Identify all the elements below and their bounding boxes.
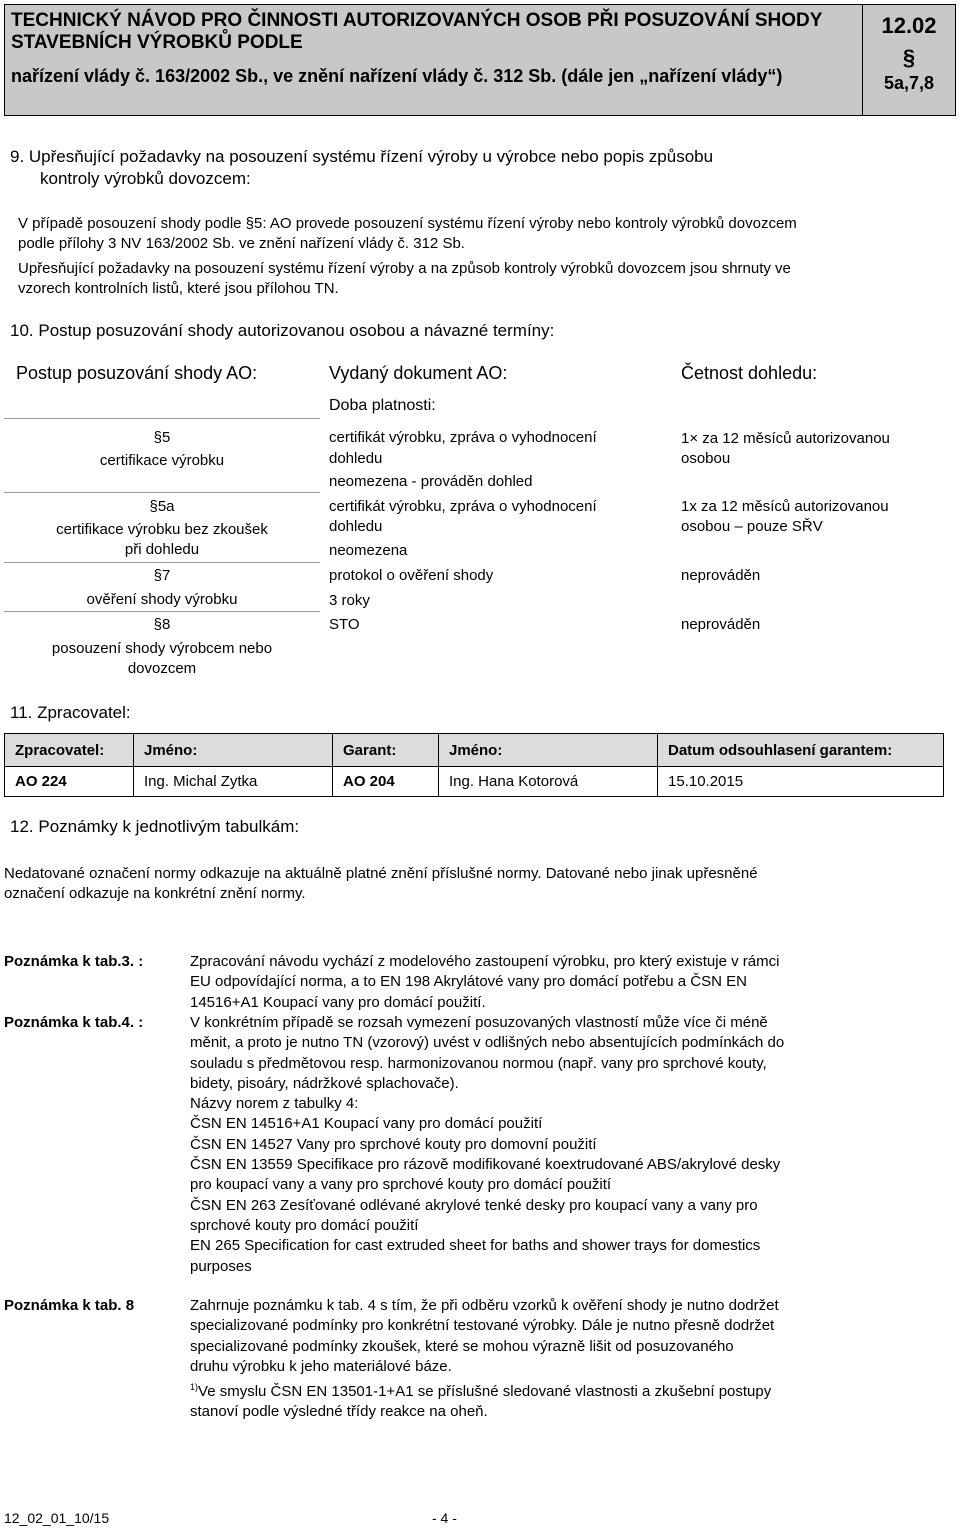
col-subheader-validity: Doba platnosti:: [329, 397, 436, 414]
header-title-line1: TECHNICKÝ NÁVOD PRO ČINNOSTI AUTORIZOVANÝCH OSOB PŘI POSUZOVÁNÍ SHODY: [11, 10, 823, 31]
td-guarantor: AO 204: [333, 767, 439, 797]
header-title-block: [5, 5, 863, 115]
row1-freq-line1: 1× za 12 měsíců autorizovanou: [681, 430, 890, 447]
row1-doc-line1: certifikát výrobku, zpráva o vyhodnocení: [329, 429, 597, 446]
header-sections: 5a,7,8: [883, 73, 935, 93]
section9-para2-line2: vzorech kontrolních listů, které jsou přílohou TN.: [18, 280, 339, 297]
header-title-line3: nařízení vlády č. 163/2002 Sb., ve znění nařízení vlády č. 312 Sb. (dále jen „nařízení vlády“): [11, 66, 783, 86]
row2-validity: neomezena: [329, 542, 408, 559]
header-title-line2: STAVEBNÍCH VÝROBKŮ PODLE: [11, 32, 303, 53]
row4-section: §8: [153, 616, 171, 633]
row-separator: [4, 562, 320, 563]
note-tab8-body: [190, 1296, 886, 1423]
row3-doc-line1: protokol o ověření shody: [329, 567, 494, 584]
row4-label-line1: posouzení shody výrobcem nebo: [51, 640, 273, 657]
note-tab3-label: Poznámka k tab.3. :: [4, 953, 144, 970]
note-tab8-label: Poznámka k tab. 8: [4, 1297, 135, 1314]
note-line: specializované podmínky zkoušek, které se mohou výrazně lišit od posuzovaného: [190, 1337, 734, 1355]
row2-doc-line1: certifikát výrobku, zpráva o vyhodnocení: [329, 498, 597, 515]
note-line: EN 265 Specification for cast extruded sheet for baths and shower trays for domestics: [190, 1237, 761, 1255]
section11-title: 11. Zpracovatel:: [10, 703, 131, 722]
row3-label: ověření shody výrobku: [86, 591, 238, 608]
note-line: Zahrnuje poznámku k tab. 4 s tím, že při odběru vzorků k ověření shody je nutno dodržet: [190, 1297, 779, 1314]
note-line: Zpracování návodu vychází z modelového zastoupení výrobku, pro který existuje v rámci: [190, 953, 780, 970]
row2-label-line1: certifikace výrobku bez zkoušek: [56, 521, 268, 538]
col-header-frequency: Četnost dohledu:: [681, 363, 818, 383]
note-line: sprchové kouty pro domácí použití: [190, 1216, 419, 1234]
section9-title-line2: kontroly výrobků dovozcem:: [40, 169, 251, 188]
footnote-mark: 1): [190, 1382, 199, 1393]
note-line: stanoví podle výsledné třídy reakce na oheň.: [190, 1403, 488, 1421]
row1-validity: neomezena - prováděn dohled: [329, 473, 533, 490]
section9-title-line1: 9. Upřesňující požadavky na posouzení systému řízení výroby u výrobce nebo popis způsobu: [10, 147, 714, 166]
row2-doc-line2: dohledu: [329, 518, 383, 535]
row1-doc-line2: dohledu: [329, 450, 383, 467]
footer-page-number: - 4 -: [432, 1510, 457, 1526]
header-separator: [4, 418, 320, 419]
section10-title: 10. Postup posuzování shody autorizovanou osobou a návazné termíny:: [10, 321, 555, 340]
note-line: Názvy norem z tabulky 4:: [190, 1095, 359, 1113]
note-line: měnit, a proto je nutno TN (vzorový) uvést v odlišných nebo absentujících podmínkách do: [190, 1034, 785, 1052]
row1-freq-line2: osobou: [681, 450, 731, 467]
note-line: ČSN EN 14516+A1 Koupací vany pro domácí použití: [190, 1115, 543, 1133]
th-guarantor-name: Jméno:: [439, 734, 658, 767]
note-footnote-line: [190, 1377, 886, 1402]
document-header: [4, 4, 956, 116]
doc-number: 12.02: [881, 13, 937, 38]
row2-label-line2: při dohledu: [124, 541, 200, 558]
section9-para1-line1: V případě posouzení shody podle §5: AO provede posouzení systému řízení výroby nebo kontroly výrobků dovozcem: [18, 215, 797, 232]
header-number-block: [863, 5, 955, 115]
note-line: specializované podmínky pro konkrétní testované výrobky. Dále je nutno přesně dodržet: [190, 1317, 775, 1335]
note-line: ČSN EN 14527 Vany pro sprchové kouty pro domovní použití: [190, 1135, 597, 1153]
note-line: bidety, pisoáry, nádržkové splachovače).: [190, 1074, 459, 1092]
th-processor: Zpracovatel:: [5, 734, 134, 767]
th-approval-date: Datum odsouhlasení garantem:: [658, 734, 944, 767]
section9-para1-line2: podle přílohy 3 NV 163/2002 Sb. ve znění nařízení vlády č. 312 Sb.: [18, 235, 465, 252]
note-line: ČSN EN 263 Zesíťované odlévané akrylové tenké desky pro koupací vany a vany pro: [190, 1196, 758, 1214]
note-line: EU odpovídající norma, a to EN 198 Akrylátové vany pro domácí potřebu a ČSN EN: [190, 973, 747, 991]
note-tab3-body: [190, 952, 886, 1013]
row-separator: [4, 492, 320, 493]
section12-intro-line1: Nedatované označení normy odkazuje na aktuálně platné znění příslušné normy. Datované nebo jinak upřesněné: [4, 865, 758, 882]
row3-section: §7: [153, 567, 171, 584]
note-line: purposes: [190, 1257, 252, 1275]
row3-freq-line1: neprováděn: [681, 567, 761, 584]
row-separator: [4, 611, 320, 612]
row4-label-line2: dovozcem: [127, 660, 197, 677]
note-line: ČSN EN 13559 Specifikace pro rázově modifikované koextrudované ABS/akrylové desky: [190, 1156, 781, 1174]
footer-doc-code: 12_02_01_10/15: [4, 1510, 110, 1526]
note-line: pro koupací vany a vany pro sprchové kouty pro domácí použití: [190, 1176, 612, 1194]
section12-intro-line2: označení odkazuje na konkrétní znění normy.: [4, 885, 306, 902]
col-header-procedure: Postup posuzování shody AO:: [16, 363, 258, 383]
note-tab4-label: Poznámka k tab.4. :: [4, 1014, 144, 1031]
note-line: druhu výrobku k jeho materiálové báze.: [190, 1357, 452, 1375]
note-tab4-body: [190, 1013, 886, 1277]
row2-section: §5a: [149, 498, 175, 515]
row4-doc-line1: STO: [329, 616, 360, 633]
td-processor: AO 224: [5, 767, 134, 797]
row3-validity: 3 roky: [329, 592, 370, 609]
row4-freq-line1: neprováděn: [681, 616, 761, 633]
th-name: Jméno:: [134, 734, 333, 767]
td-name: Ing. Michal Zytka: [134, 767, 333, 797]
col-header-document: Vydaný dokument AO:: [329, 363, 508, 383]
row1-section: §5: [153, 429, 171, 446]
row1-label: certifikace výrobku: [99, 452, 225, 469]
section12-title: 12. Poznámky k jednotlivým tabulkám:: [10, 817, 300, 836]
processor-table: [4, 733, 944, 797]
footnote-text: Ve smyslu ČSN EN 13501-1+A1 se příslušné sledované vlastnosti a zkušební postupy: [198, 1383, 772, 1401]
td-approval-date: 15.10.2015: [658, 767, 944, 797]
td-guarantor-name: Ing. Hana Kotorová: [439, 767, 658, 797]
note-line: V konkrétním případě se rozsah vymezení posuzovaných vlastností může více či méně: [190, 1014, 768, 1031]
note-line: souladu s předmětovou resp. harmonizovanou normou (např. vany pro sprchové kouty,: [190, 1054, 767, 1072]
paragraph-symbol: §: [902, 45, 916, 70]
note-line: 14516+A1 Koupací vany pro domácí použití.: [190, 993, 486, 1011]
row2-freq-line1: 1x za 12 měsíců autorizovanou: [681, 498, 889, 515]
table-header-row: [5, 734, 944, 767]
section9-para2-line1: Upřesňující požadavky na posouzení systému řízení výroby a na způsob kontroly výrobků dovozcem jsou shrnuty ve: [18, 260, 791, 277]
row2-freq-line2: osobou – pouze SŘV: [681, 518, 823, 535]
table-row: [5, 767, 944, 797]
th-guarantor: Garant:: [333, 734, 439, 767]
